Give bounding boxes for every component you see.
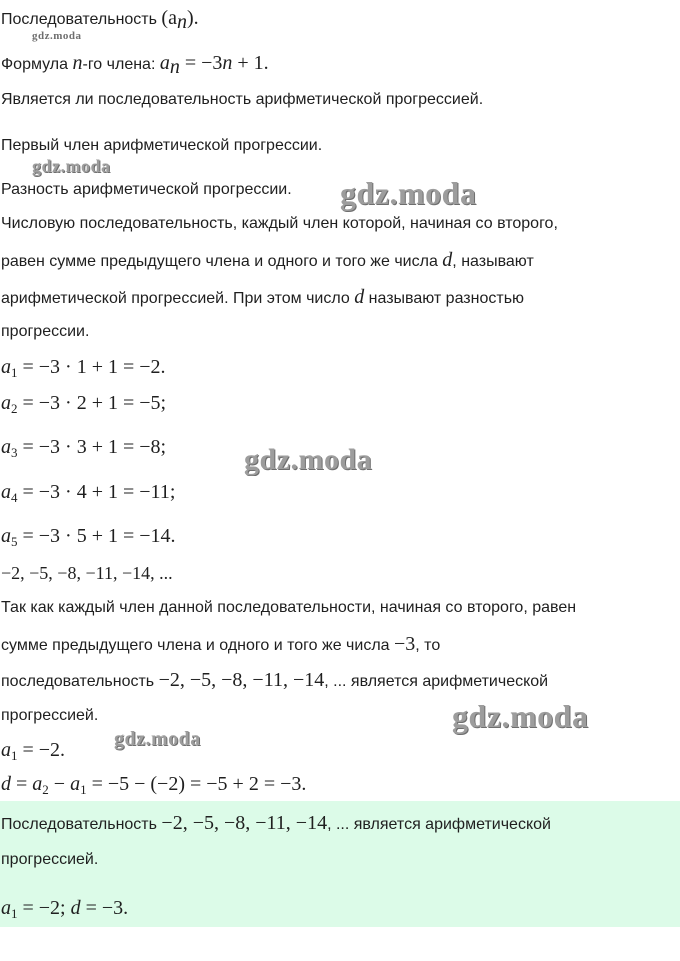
explanation-line-2: сумме предыдущего члена и одного и того же числа −3, то [1, 633, 441, 655]
term-1: $a_1 = -3 \cdot 1 + 1 = -2$. [1, 356, 166, 380]
definition-line-2: равен сумме предыдущего члена и одного и того же числа d, называют [1, 249, 534, 271]
watermark: gdz.moda [452, 698, 589, 734]
definition-line-4: прогрессии. [1, 323, 90, 340]
explanation-line-3: последовательность −2, −5, −8, −11, −14, ... является арифметической [1, 669, 549, 691]
sequence-title-text: Последовательность [1, 11, 157, 28]
sequence-values: −2, −5, −8, −11, −14, ... [1, 563, 173, 583]
answer-line-3: $a_1 = -2$; d = −3. [1, 897, 129, 921]
definition-line-3: арифметической прогрессией. При этом число d называют разностью [1, 286, 525, 308]
answer-line-2: прогрессией. [1, 851, 99, 868]
watermark: gdz.moda [244, 443, 373, 476]
explanation-line-4: прогрессией. [1, 707, 99, 724]
answer-line-1: Последовательность −2, −5, −8, −11, −14, ... является арифметической [1, 812, 551, 834]
watermark: gdz.moda [114, 728, 201, 750]
difference-result: $d = a_2 - a_1 = -5 - (-2) = -5 + 2 = -3$. [1, 773, 307, 797]
question-first-term: Первый член арифметической прогрессии. [1, 137, 323, 154]
watermark: gdz.moda [32, 30, 82, 42]
sequence-title [1, 7, 199, 33]
watermark: gdz.moda [340, 175, 477, 211]
term-3: $a_3 = -3 \cdot 3 + 1 = -8$; [1, 436, 167, 460]
term-4: $a_4 = -3 \cdot 4 + 1 = -11$; [1, 481, 176, 505]
watermark: gdz.moda [32, 156, 111, 176]
explanation-line-1: Так как каждый член данной последовательности, начиная со второго, равен [1, 599, 577, 616]
nth-term-formula: Формула n-го члена: $a_n = -3n + 1$. [1, 52, 269, 78]
term-2: $a_2 = -3 \cdot 2 + 1 = -5$; [1, 392, 167, 416]
definition-line-1: Числовую последовательность, каждый член которой, начиная со второго, [1, 215, 558, 232]
sequence-symbol: $(a_n)$. [161, 7, 199, 33]
first-term-result: $a_1 = -2$. [1, 739, 66, 763]
question-difference: Разность арифметической прогрессии. [1, 181, 292, 198]
term-5: $a_5 = -3 \cdot 5 + 1 = -14$. [1, 525, 176, 549]
question-progression: Является ли последовательность арифметической прогрессией. [1, 91, 484, 108]
